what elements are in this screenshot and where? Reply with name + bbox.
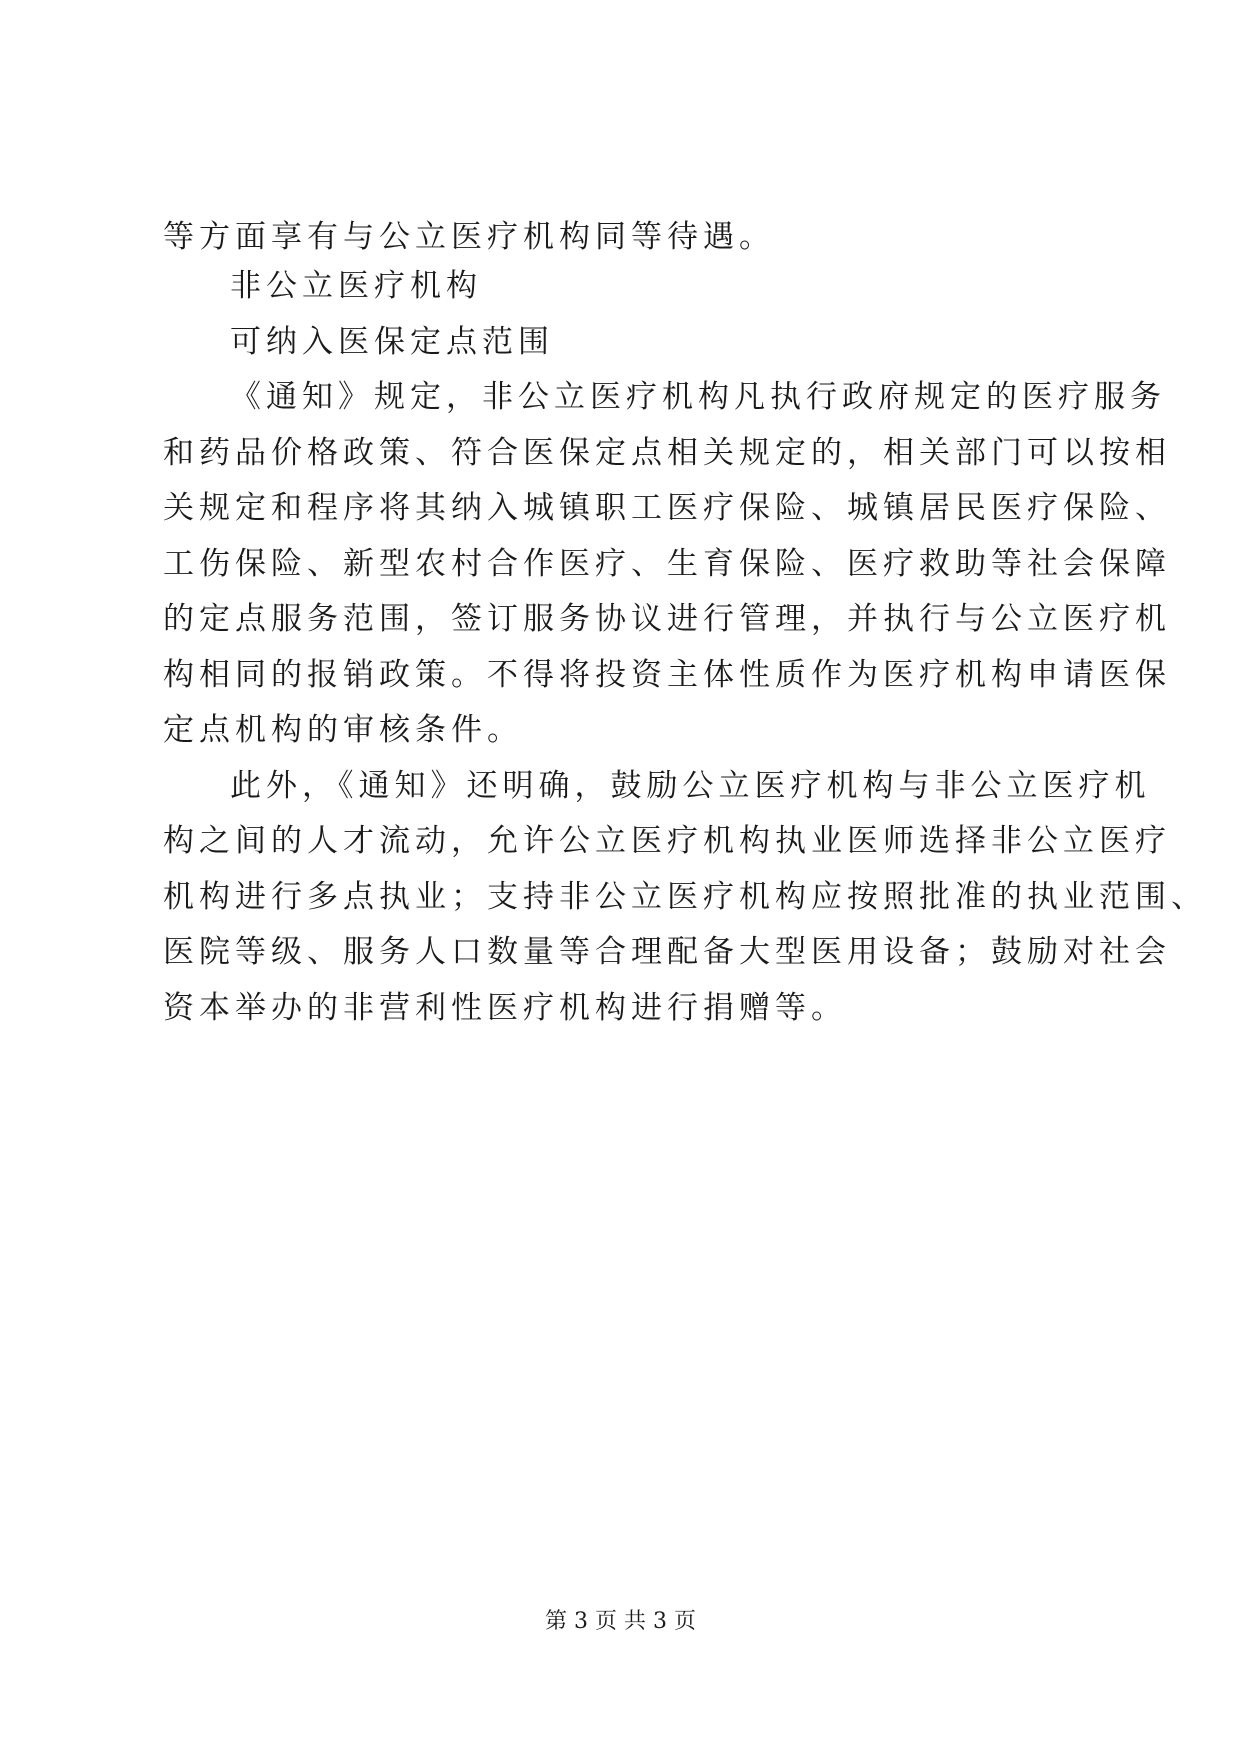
body-text-line: 定点机构的审核条件。 bbox=[163, 712, 523, 748]
body-text-line: 等方面享有与公立医疗机构同等待遇。 bbox=[163, 219, 775, 255]
body-text-line: 工伤保险、新型农村合作医疗、生育保险、医疗救助等社会保障 bbox=[163, 546, 1171, 582]
body-text-line: 资本举办的非营利性医疗机构进行捐赠等。 bbox=[163, 990, 847, 1026]
body-text-line: 关规定和程序将其纳入城镇职工医疗保险、城镇居民医疗保险、 bbox=[163, 490, 1171, 526]
body-text-line: 构之间的人才流动，允许公立医疗机构执业医师选择非公立医疗 bbox=[163, 823, 1171, 859]
body-text-line: 医院等级、服务人口数量等合理配备大型医用设备；鼓励对社会 bbox=[163, 934, 1171, 970]
body-text-line: 机构进行多点执业；支持非公立医疗机构应按照批准的执业范围、 bbox=[163, 879, 1207, 915]
section-heading-line: 可纳入医保定点范围 bbox=[230, 324, 554, 360]
body-text-line: 和药品价格政策、符合医保定点相关规定的，相关部门可以按相 bbox=[163, 435, 1171, 471]
section-heading-line: 非公立医疗机构 bbox=[230, 268, 482, 304]
body-text-line: 《通知》规定，非公立医疗机构凡执行政府规定的医疗服务 bbox=[230, 379, 1166, 415]
body-text-line: 此外，《通知》还明确，鼓励公立医疗机构与非公立医疗机 bbox=[230, 768, 1151, 804]
page-number-footer: 第 3 页 共 3 页 bbox=[545, 1609, 696, 1634]
body-text-line: 的定点服务范围，签订服务协议进行管理，并执行与公立医疗机 bbox=[163, 601, 1171, 637]
body-text-line: 构相同的报销政策。不得将投资主体性质作为医疗机构申请医保 bbox=[163, 657, 1171, 693]
